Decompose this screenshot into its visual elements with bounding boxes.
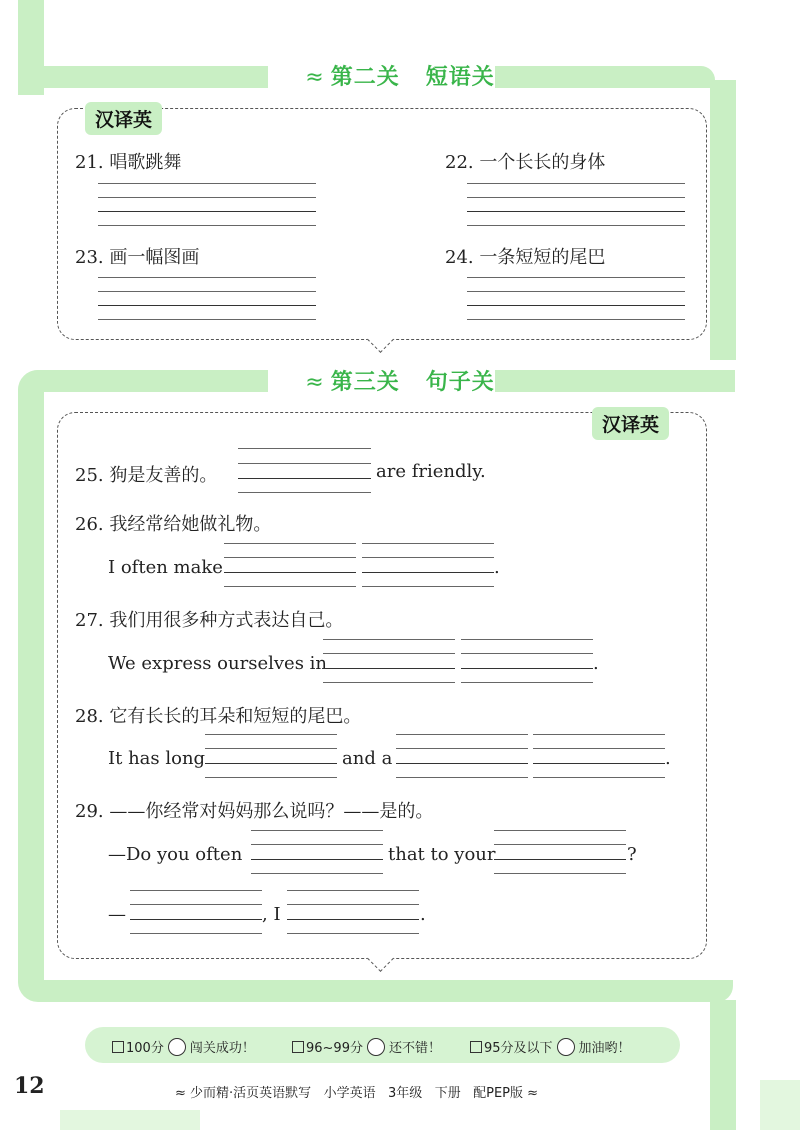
section2-title: ≈ 第二关 短语关 bbox=[305, 65, 495, 90]
item-21-answer-line-3[interactable] bbox=[98, 211, 316, 212]
q29-chinese: 29. ——你经常对妈妈那么说吗？——是的。 bbox=[75, 801, 434, 822]
q26-english-start: I often make bbox=[108, 557, 223, 578]
section3-title: ≈ 第三关 句子关 bbox=[305, 370, 495, 395]
q25-blank-top bbox=[238, 448, 371, 449]
encourage-face-icon bbox=[557, 1038, 575, 1056]
q29-blank2-bottom bbox=[494, 873, 626, 874]
q26-blank-2[interactable] bbox=[362, 572, 494, 573]
q27-blank2-mid bbox=[461, 653, 593, 654]
q28-blank-2[interactable] bbox=[396, 763, 528, 764]
score-option-96-99[interactable]: 96~99分 还不错！ bbox=[292, 1037, 441, 1056]
item-22-answer-line-3[interactable] bbox=[467, 211, 685, 212]
q29-answer-start: — bbox=[108, 904, 126, 925]
q29-answer-end: . bbox=[420, 904, 426, 925]
item-24-answer-line-4 bbox=[467, 319, 685, 320]
section3-tag: 汉译英 bbox=[592, 407, 669, 440]
q27-blank1-top bbox=[323, 639, 455, 640]
q28-blank-1[interactable] bbox=[205, 763, 337, 764]
section3-box bbox=[57, 412, 707, 959]
q29-blank2-top bbox=[494, 830, 626, 831]
footer-decor bbox=[60, 1110, 200, 1130]
q28-blank1-top bbox=[205, 734, 337, 735]
item-22-answer-line-4 bbox=[467, 225, 685, 226]
frame-band-right-3 bbox=[710, 1000, 736, 1130]
q27-blank2-bottom bbox=[461, 682, 593, 683]
q28-blank1-bottom bbox=[205, 777, 337, 778]
item-23-label: 23. 画一幅图画 bbox=[75, 247, 200, 268]
q29-english-mid: that to your bbox=[388, 844, 496, 865]
frame-band-right-1 bbox=[710, 80, 736, 360]
q25-chinese: 25. 狗是友善的。 bbox=[75, 465, 218, 486]
wave-icon: ≈ bbox=[175, 1086, 186, 1101]
q26-blank2-mid bbox=[362, 557, 494, 558]
q27-chinese: 27. 我们用很多种方式表达自己。 bbox=[75, 610, 344, 631]
q26-blank1-top bbox=[224, 543, 356, 544]
q27-blank-1[interactable] bbox=[323, 668, 455, 669]
cheer-face-icon bbox=[168, 1038, 186, 1056]
q25-blank-mid bbox=[238, 463, 371, 464]
q28-end: . bbox=[665, 748, 671, 769]
item-24-label: 24. 一条短短的尾巴 bbox=[445, 247, 606, 268]
q29-blank4-bottom bbox=[287, 933, 419, 934]
frame-band-left-2 bbox=[18, 370, 44, 1000]
q28-blank2-mid bbox=[396, 748, 528, 749]
q28-english-mid: and a bbox=[342, 748, 393, 769]
q28-blank3-top bbox=[533, 734, 665, 735]
q28-blank2-bottom bbox=[396, 777, 528, 778]
q29-blank-3[interactable] bbox=[130, 919, 262, 920]
q29-blank-1[interactable] bbox=[251, 859, 383, 860]
item-24-answer-line-3[interactable] bbox=[467, 305, 685, 306]
q26-blank2-bottom bbox=[362, 586, 494, 587]
score-option-95-below[interactable]: 95分及以下 加油哟！ bbox=[470, 1037, 631, 1056]
q29-blank4-mid bbox=[287, 904, 419, 905]
q29-blank2-mid bbox=[494, 844, 626, 845]
q26-end: . bbox=[494, 557, 500, 578]
q29-blank4-top bbox=[287, 890, 419, 891]
smile-face-icon bbox=[367, 1038, 385, 1056]
q25-english-end: are friendly. bbox=[376, 461, 486, 482]
checkbox-95-below[interactable] bbox=[470, 1041, 482, 1053]
checkbox-100[interactable] bbox=[112, 1041, 124, 1053]
q29-end: ? bbox=[627, 844, 637, 865]
item-22-label: 22. 一个长长的身体 bbox=[445, 152, 606, 173]
q29-blank1-bottom bbox=[251, 873, 383, 874]
q27-english-start: We express ourselves in bbox=[108, 653, 327, 674]
item-21-answer-line-1 bbox=[98, 183, 316, 184]
q27-blank1-mid bbox=[323, 653, 455, 654]
item-21-answer-line-2 bbox=[98, 197, 316, 198]
item-22-answer-line-2 bbox=[467, 197, 685, 198]
q29-blank-2[interactable] bbox=[494, 859, 626, 860]
score-option-100[interactable]: 100分 闯关成功！ bbox=[112, 1037, 255, 1056]
q29-blank3-mid bbox=[130, 904, 262, 905]
q29-blank1-top bbox=[251, 830, 383, 831]
q27-end: . bbox=[593, 653, 599, 674]
q28-blank3-bottom bbox=[533, 777, 665, 778]
q26-blank-1[interactable] bbox=[224, 572, 356, 573]
q28-blank3-mid bbox=[533, 748, 665, 749]
q29-blank-4[interactable] bbox=[287, 919, 419, 920]
q25-blank-bottom bbox=[238, 492, 371, 493]
page-number: 12 bbox=[14, 1073, 45, 1099]
q26-blank1-mid bbox=[224, 557, 356, 558]
item-23-answer-line-1 bbox=[98, 277, 316, 278]
book-info: ≈ 少而精·活页英语默写 小学英语 3年级 下册 配PEP版 ≈ bbox=[175, 1086, 539, 1101]
q29-blank3-top bbox=[130, 890, 262, 891]
item-21-label: 21. 唱歌跳舞 bbox=[75, 152, 182, 173]
item-21-answer-line-4 bbox=[98, 225, 316, 226]
q27-blank1-bottom bbox=[323, 682, 455, 683]
wave-icon: ≈ bbox=[527, 1086, 539, 1101]
q26-chinese: 26. 我经常给她做礼物。 bbox=[75, 514, 272, 535]
q29-blank3-bottom bbox=[130, 933, 262, 934]
q29-answer-mid: , I bbox=[262, 904, 281, 925]
q25-blank[interactable] bbox=[238, 478, 371, 479]
q26-blank1-bottom bbox=[224, 586, 356, 587]
q29-blank1-mid bbox=[251, 844, 383, 845]
q26-blank2-top bbox=[362, 543, 494, 544]
item-23-answer-line-2 bbox=[98, 291, 316, 292]
q28-blank1-mid bbox=[205, 748, 337, 749]
item-24-answer-line-2 bbox=[467, 291, 685, 292]
frame-band-bottom bbox=[18, 980, 733, 1002]
section2-tag: 汉译英 bbox=[85, 102, 162, 135]
item-24-answer-line-1 bbox=[467, 277, 685, 278]
q27-blank-2[interactable] bbox=[461, 668, 593, 669]
q28-blank-3[interactable] bbox=[533, 763, 665, 764]
frame-band-footer bbox=[760, 1080, 800, 1130]
item-23-answer-line-3[interactable] bbox=[98, 305, 316, 306]
item-23-answer-line-4 bbox=[98, 319, 316, 320]
q28-chinese: 28. 它有长长的耳朵和短短的尾巴。 bbox=[75, 706, 362, 727]
checkbox-96-99[interactable] bbox=[292, 1041, 304, 1053]
q28-blank2-top bbox=[396, 734, 528, 735]
q29-english-start: —Do you often bbox=[108, 844, 243, 865]
q28-english-start: It has long bbox=[108, 748, 206, 769]
item-22-answer-line-1 bbox=[467, 183, 685, 184]
q27-blank2-top bbox=[461, 639, 593, 640]
